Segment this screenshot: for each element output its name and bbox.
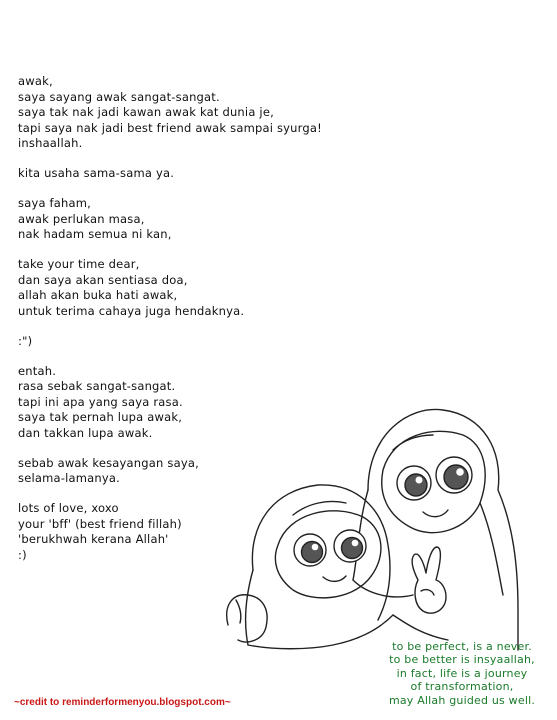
paragraph-understand [18,196,398,243]
paragraph-effort [18,166,398,182]
quote-line: in fact, life is a journey [396,666,528,680]
letter-line: tapi saya nak jadi best friend awak sampai syurga! [18,120,322,135]
letter-line: tapi ini apa yang saya rasa. [18,394,183,409]
letter-line: rasa sebak sangat-sangat. [18,379,176,393]
credit-text: ~credit to reminderformenyou.blogspot.com~ [14,697,231,708]
quote-line: of transformation, [410,680,514,694]
letter-line: allah akan buka hati awak, [18,288,178,302]
letter-line: saya sayang awak sangat-sangat. [18,89,220,104]
letter-line: dan saya akan sentiasa doa, [18,272,188,287]
letter-line: saya tak nak jadi kawan awak kat dunia je, [18,105,274,119]
letter-line: :") [18,333,33,348]
letter-line: selama-lamanya. [18,471,120,485]
paragraph-greeting [18,74,398,152]
letter-line: inshaallah. [18,136,83,150]
letter-line: awak perlukan masa, [18,211,145,226]
letter-line: 'berukhwah kerana Allah' [18,532,169,546]
quote-line: to be perfect, is a never. [392,640,532,653]
paragraph-emoticon [18,334,398,350]
front-girl-smile [323,576,346,581]
letter-line: take your time dear, [18,257,140,271]
letter-line: your 'bff' (best friend fillah) [18,516,182,531]
letter-line: lots of love, xoxo [18,501,119,515]
letter-line: entah. [18,363,57,378]
paragraph-prayer [18,257,398,319]
letter-line: saya tak pernah lupa awak, [18,410,183,424]
peace-sign-hand [412,547,446,613]
quote-line: to be better is insyaallah, [389,653,535,667]
letter-line: nak hadam semua ni kan, [18,227,172,241]
letter-line: untuk terima cahaya juga hendaknya. [18,303,245,318]
back-girl-hijab [368,409,518,650]
letter-line: :) [18,547,27,562]
letter-line: kita usaha sama-sama ya. [18,166,175,180]
front-girl-face [275,511,381,598]
back-girl-smile [423,510,448,517]
quote-line: may Allah guided us well. [388,693,536,707]
letter-line: saya faham, [18,196,92,210]
hijab-girls-illustration [218,395,557,660]
letter-line: sebab awak kesayangan saya, [18,455,199,470]
letter-line: awak, [18,74,53,88]
green-quote [372,640,552,707]
letter-line: dan takkan lupa awak. [18,425,153,440]
